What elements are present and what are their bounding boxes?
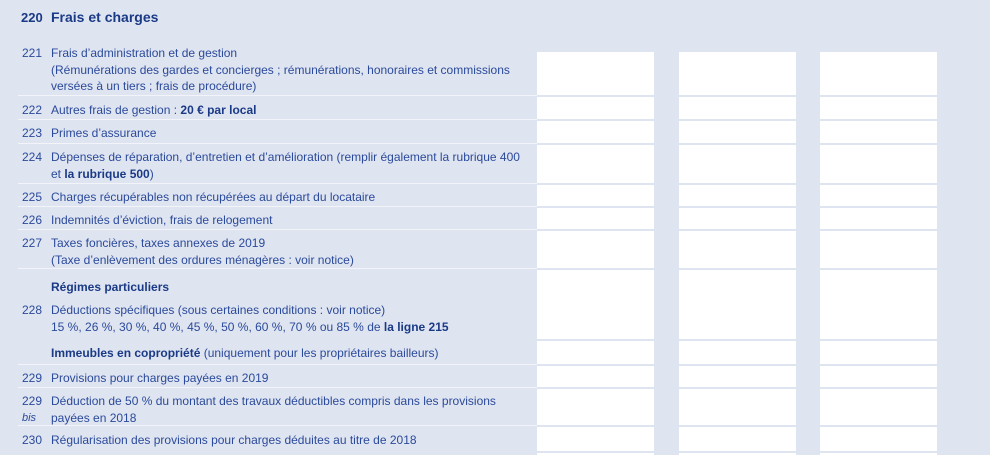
line-label-text: Taxes foncières, taxes annexes de 2019 <box>51 236 266 250</box>
line-number: 227 <box>22 236 43 250</box>
line-number-text: 229 <box>22 394 43 408</box>
row-separator <box>0 451 990 453</box>
line-label-text: Déduction de 50 % du montant des travaux déductibles compris dans les provisions <box>51 394 496 408</box>
amount-column-1[interactable] <box>537 52 654 455</box>
row-divider <box>18 364 537 365</box>
line-label-text: Dépenses de réparation, d’entretien et d’amélioration (remplir également la rubrique 400 <box>51 150 520 164</box>
line-label-text: Déductions spécifiques (sous certaines conditions : voir notice) <box>51 303 386 317</box>
line-label-bold: la rubrique 500 <box>64 166 150 181</box>
row-divider <box>18 183 537 184</box>
row-divider <box>18 268 537 269</box>
line-label-text: Frais d’administration et de gestion <box>51 46 238 60</box>
row-divider <box>18 387 537 388</box>
line-number: 226 <box>22 213 43 227</box>
row-divider <box>18 229 537 230</box>
line-number: 225 <box>22 190 43 204</box>
line-label <box>51 149 531 182</box>
section-header <box>0 0 990 36</box>
line-number: 230 <box>22 433 43 447</box>
line-number-suffix: bis <box>22 411 37 424</box>
line-number: 224 <box>22 150 43 164</box>
line-label-text: Autres frais de gestion : <box>51 103 181 117</box>
line-label-text: (Taxe d’enlèvement des ordures ménagères : voir notice) <box>51 252 354 267</box>
line-label-text: et <box>51 166 65 181</box>
line-label: Primes d’assurance <box>51 126 157 140</box>
line-label-text: payées en 2018 <box>51 410 137 425</box>
line-label: Régularisation des provisions pour charges déduites au titre de 2018 <box>51 433 417 447</box>
row-divider <box>18 119 537 120</box>
line-number: 221 <box>22 46 43 60</box>
line-number: 222 <box>22 103 43 117</box>
line-label <box>51 302 531 335</box>
line-label <box>51 45 531 95</box>
subheading-note: (uniquement pour les propriétaires bailleurs) <box>200 346 439 360</box>
subheading-regimes: Régimes particuliers <box>51 280 170 294</box>
section-title: Frais et charges <box>51 9 159 25</box>
line-label <box>51 393 531 426</box>
line-number: 229 <box>22 371 43 385</box>
row-divider <box>18 95 537 96</box>
line-label <box>51 102 531 119</box>
amount-column-2[interactable] <box>679 52 796 455</box>
line-label-bold: la ligne 215 <box>383 319 449 334</box>
line-number <box>22 393 48 426</box>
line-label-text: versées à un tiers ; frais de procédure) <box>51 79 257 93</box>
line-label-text: 15 %, 26 %, 30 %, 40 %, 45 %, 50 %, 60 %, 70 % ou 85 % de <box>51 319 384 334</box>
amount-column-3[interactable] <box>820 52 937 455</box>
line-number: 223 <box>22 126 43 140</box>
row-divider <box>18 206 537 207</box>
row-separator <box>0 339 990 341</box>
line-label-text: (Rémunérations des gardes et concierges ; rémunérations, honoraires et commissions <box>51 62 510 77</box>
row-divider <box>18 143 537 144</box>
line-number: 228 <box>22 303 43 317</box>
subheading-copropriete <box>51 346 439 360</box>
line-label: Charges récupérables non récupérées au départ du locataire <box>51 190 376 204</box>
subheading-text: Immeubles en copropriété <box>51 346 201 360</box>
line-label-bold: 20 € par local <box>180 103 257 117</box>
line-label: Provisions pour charges payées en 2019 <box>51 371 269 385</box>
section-number: 220 <box>21 10 43 25</box>
line-label <box>51 235 531 268</box>
line-label-text: ) <box>149 166 154 181</box>
line-label: Indemnités d’éviction, frais de relogement <box>51 213 273 227</box>
